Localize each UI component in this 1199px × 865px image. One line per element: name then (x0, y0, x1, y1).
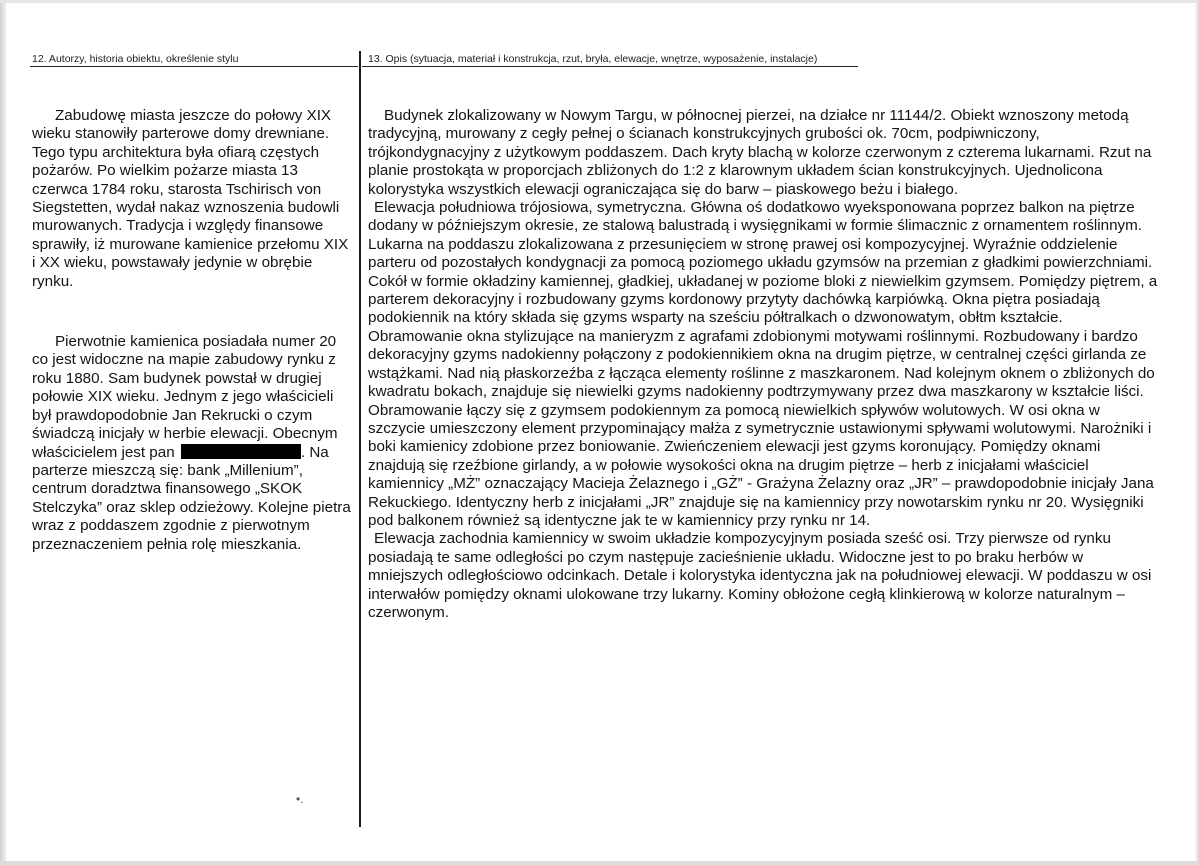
scan-edge-right (1195, 0, 1199, 865)
scan-edge-left (0, 0, 6, 865)
column-divider (359, 51, 361, 827)
section-13-header-rule (362, 66, 858, 67)
description-paragraph-2 (368, 199, 1158, 530)
description-paragraph-2-text: Elewacja południowa trójosiowa, symetryczna. Główna oś dodatkowo wyeksponowana poprzez balkon na piętrze dodany w późniejszym okresie, ze stalową balustradą i wysięgnikami w formie ślimacznic z ornamentem roślinnym. Lukarna na poddaszu zlokalizowana z przesunięciem w stronę prawej osi kompozycyjnej. Wyraźnie oddzielenie parteru od pozostałych kondygnacji za pomocą poziomego układu gzymsów na przemian z gładkimi powierzchniami. Cokół w formie okładziny kamiennej, gładkiej, układanej w poziome bloki z niewielkim gzymsem. Pomiędzy piętrem, a parterem dekoracyjny i rozbudowany gzyms kordonowy przytyty dachówką karpiówką. Okna piętra posiadają podokiennik na który składa się gzyms wsparty na sześciu półtralkach o dzwonowatym, obłtm kształcie. Obramowanie okna stylizujące na manieryzm z agrafami zdobionymi motywami roślinnymi. Rozbudowany i bardzo dekoracyjny gzyms nadokienny połączony z podokiennikiem okna na drugim piętrze, w centralnej części girlanda ze wstążkami. Nad nią płaskorzeźba z łącząca elementy roślinne z maszkaronem. Nad kolejnym oknem o zbliżonych do kwadratu bokach, znajduje się niewielki gzyms nadokienny podtrzymywany przez dwa maszkarony w kształcie liści. Obramowanie łączy się z gzymsem podokiennym za pomocą niewielkich spływów wolutowych. W osi okna w szczycie umieszczony element przypominający małża z symetrycznie ustawionymi spływami wolutowymi. Narożniki i boki kamienicy zdobione przez boniowanie. Zwieńczeniem elewacji jest gzyms koronujący. Pomiędzy oknami znajdują się rzeźbione girlandy, a w połowie wysokości okna na drugim piętrze – herb z inicjałami właściciel kamiennicy „MŻ” oznaczający Macieja Żelaznego i „GŻ” - Grażyna Żelazny oraz „JR” – prawdopodobnie inicjały Jana Rekuckiego. Identyczny herb z inicjałami „JR” znajduje się na kamiennicy przy nowotarskim rynku nr 20. Wysięgniki pod balkonem również są identyczne jak te w kamiennicy przy rynku nr 14. (368, 199, 1158, 529)
history-paragraph-2-continuation: . Na parterze mieszczą się: bank „Millenium”, centrum doradztwa finansowego „SKOK Stelczyka” oraz sklep odzieżowy. Kolejne pietra wraz z poddaszem zgodnie z pierwotnym przeznaczeniem pełnia rolę mieszkania. (32, 443, 351, 553)
scan-speck: •. (296, 792, 304, 806)
description-paragraph-3-text: Elewacja zachodnia kamiennicy w swoim układzie kompozycyjnym posiada sześć osi. Trzy pierwsze od rynku posiadają te same odległości po czym następuje zacieśnienie układu. Widoczne jest to po braku herbów w mniejszych odległościowo odcinkach. Detale i kolorystyka identyczna jak na południowej elewacji. W poddaszu w osi interwałów pomiędzy oknami ulokowane trzy lukarny. Kominy obłożone cegłą klinkierową w kolorze naturalnym – czerwonym. (368, 530, 1152, 621)
history-column (32, 107, 354, 554)
section-12-header: 12. Autorzy, historia obiektu, określenie stylu (32, 53, 239, 65)
scan-edge-top (0, 0, 1199, 3)
history-paragraph-2-text: Pierwotnie kamienica posiadała numer 20 co jest widoczne na mapie zabudowy rynku z roku 1880. Sam budynek powstał w drugiej połowie XIX wieku. Jednym z jego właścicieli był prawdopodobnie Jan Rekrucki o czym świadczą inicjały w herbie elewacji. Obecnym właścicielem jest pan (32, 333, 338, 461)
description-paragraph-3 (368, 530, 1158, 622)
section-13-header: 13. Opis (sytuacja, materiał i konstrukcja, rzut, bryła, elewacje, wnętrze, wyposażenie, instalacje) (368, 53, 818, 65)
redacted-owner-name (181, 444, 301, 459)
history-paragraph-1 (32, 107, 354, 291)
section-12-header-rule (30, 66, 358, 67)
scan-edge-bottom (0, 861, 1199, 865)
history-paragraph-2 (32, 333, 354, 554)
history-paragraph-1-text: Zabudowę miasta jeszcze do połowy XIX wieku stanowiły parterowe domy drewniane. Tego typu architektura była ofiarą częstych pożarów. Po wielkim pożarze miasta 13 czerwca 1784 roku, starosta Tschirisch von Siegstetten, wydał nakaz wznoszenia budowli murowanych. Tradycja i względy finansowe sprawiły, iż murowane kamienice przełomu XIX i XX wieku, powstawały jedynie w obrębie rynku. (32, 107, 349, 290)
description-paragraph-1-text: Budynek zlokalizowany w Nowym Targu, w północnej pierzei, na działce nr 11144/2. Obiekt wznoszony metodą tradycyjną, murowany z cegły pełnej o ścianach konstrukcyjnych grubości ok. 70cm, podpiwniczony, trójkondygnacyjny z użytkowym poddaszem. Dach kryty blachą w kolorze czerwonym z czterema lukarnami. Rzut na planie prostokąta w proporcjach zbliżonych do 1:2 z klarownym układem ścian konstrukcyjnych. Ujednolicona kolorystyka wszystkich elewacji ograniczająca się do barw – piaskowego beżu i białego. (368, 107, 1152, 198)
description-column (368, 107, 1158, 622)
description-paragraph-1 (368, 107, 1158, 199)
